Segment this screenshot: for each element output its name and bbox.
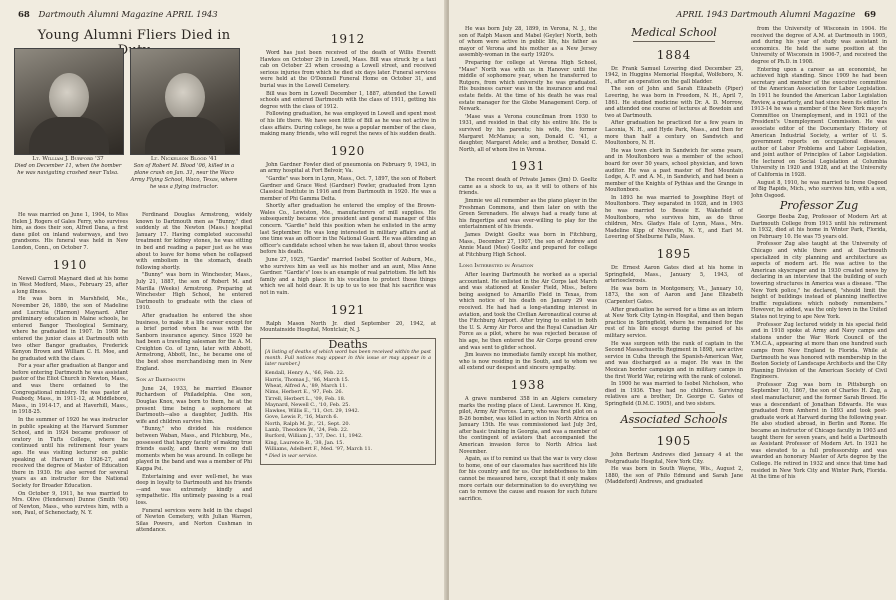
paragraph: He was born in Marshfield, Me., November 26, 1880, the son of Madeline and Lucretia (Harmon) Maynard. After preliminary education in Maine schools, he entered Bangor Theological Seminary, where he graduated in 1907. In 1908 he entered the junior class at Dartmouth with two other Bangor graduates, Frederick Kenyon Brown and William C. H. Moe, and he graduated with the class. (12, 296, 128, 362)
paragraph: For a year after graduation at Bangor and before entering Dartmouth he was assistant pastor of the Eliot Church in Newton, Mass., and was there ordained to the Congregational ministry. He was pastor at Peabody, Mass., in 1911-12, at Middleboro, Mass., in 1914-17, and at Haverhill, Mass., in 1918-25. (12, 363, 128, 416)
paragraph: August 8, 1910, he was married to Irene Osgood of Big Rapids, Mich., who survives him, with a son, John Osgood. (751, 179, 887, 199)
paragraph: "Gardie" was born in Lynn, Mass., Oct. 7, 1897, the son of Robert Gardner and Grace West (Gardner) Fowler, graduated from Lynn Classical Institute in 1916 and from Dartmouth in 1920. He was a member of Phi Gamma Delta. (260, 175, 436, 202)
deaths-list-item: Lamb, Theodore W., '24, Feb. 22. (265, 427, 349, 434)
paragraph: Dr. Ernest Aaron Gates died at his home in Springfield, Mass., January 5, 1943, of arteriosclerosis. (605, 265, 743, 285)
deaths-list-item: Nims, Herbert E., '97, Feb. 26. (265, 389, 344, 396)
paragraph: June 24, 1933, he married Eleanor Richardson of Philadelphia. One son, Douglas Knox, was born to them, he at the present time being a sophomore at Dartmouth—also a daughter, Judith. His wife and children survive him. (136, 385, 252, 425)
year-heading-1912: 1912 (330, 32, 366, 46)
right-page (449, 0, 896, 600)
caption-burford-name: Lt. William J. Burford '37 (32, 156, 104, 162)
left-issue: APRIL 1943 (166, 10, 218, 20)
subhead-aviation: Long Interested in Aviation (459, 263, 534, 270)
deaths-list-item: Gove, Lewis P., '16, March 6. (265, 414, 339, 421)
paragraph: "Bunny," who divided his residence between Waban, Mass., and Fitchburg, Me., possessed that happy faculty of making true friends easily, and there were no dull moments when he was around. In college he played in the band and was a member of Phi Kappa Psi. (136, 426, 252, 472)
paragraph: After leaving Dartmouth he worked as a special accountant. He enlisted in the Air Corps last March and was stationed at Kessler Field, Miss., before being assigned to Amarillo Field in Texas, from which notice of his death on January 29 was received. He had had a long-standing interest in aviation, and took the Civilian Aeronautical course at the Fitchburg Airport. After trying to enlist in both the U. S. Army Air Force and the Royal Canadian Air Force as a pilot, where he was rejected because of his age, he then entered the Air Corps ground crew and was sent to glider school. (459, 272, 597, 351)
subhead-son-at-dartmouth: Son at Dartmouth (136, 377, 185, 384)
paragraph: Bill was born in Lowell December 1, 1887, attended the Lowell schools and entered Dartmouth with the class of 1911, getting his degree with the class of 1912. (260, 90, 436, 110)
paragraph: Professor Zug lectured widely in his special field and in 1918 spoke at Army and Navy camps and stations under the War Work Council of the Y.M.C.A., appearing at more than one hundred such camps from New England to Florida. While at Dartmouth he was honored with membership in the Boston Society of Landscape Architects and the City Planning Division of the American Society of Civil Engineers. (751, 321, 887, 381)
paragraph: June 27, 1925, "Gardie" married Isobel Scotter of Auburn, Me., who survives him as well as his mother and an aunt, Miss Anne Gardner. "Gardie's" loss is an example of real patriotism. He left his family and a high place in his vocation to protect those things which we all hold dear. It is up to us to see that his sacrifice was not in vain. (260, 257, 436, 296)
deaths-list-item: Williams, Adelbert F., Med. '97, March 11. (265, 445, 373, 452)
paragraph: After graduation he practiced for a few years in Laconia, N. H., and Hyde Park, Mass., and then for more than half a century on Sandwich and Moultonboro, N. H. (605, 120, 743, 147)
paragraph: In 1900 he was married to Isobel Nicholson, who died in 1936. They had no children. Surviving relatives are a brother, Dr. George C. Gates of Springfield (D.M.C. 1905), and two sisters. (605, 381, 743, 407)
left-column-1 (12, 212, 128, 597)
left-page (0, 0, 447, 600)
section-head-medical-school: Medical School (631, 26, 717, 39)
year-heading-1910: 1910 (52, 257, 88, 272)
section-head-associated-schools: Associated Schools (620, 412, 728, 426)
deaths-list-item: North, Ralph M. Jr., '21, Sept. 20. (265, 420, 351, 427)
right-column-2 (605, 26, 743, 596)
right-issue: APRIL 1943 (676, 10, 728, 20)
deaths-list-item: Burford, William J., '37, Dec. 11, 1942. (265, 433, 363, 440)
paragraph: He was town clerk in Sandwich for some years, and in Moultonboro was a member of the school board for over 50 years, school physician, and town auditor. He was a past master of Red Mountain Lodge, A. F. and A. M., in Sandwich, and had been a member of the Knights of Pythias and the Grange in Moultonboro. (605, 147, 743, 194)
right-page-number: 69 (864, 10, 876, 20)
deaths-list-item: Tirrell, Herbert L., '09, Feb. 18. (265, 395, 346, 402)
paragraph: On October 9, 1911, he was married to Mrs. Olive (Henderson) Dunne (Smith '06) of Newton, Mass., who survives him, with a son, Paul, of Schenectady, N. Y. (12, 490, 128, 517)
paragraph: He was born July 28, 1899, in Verona, N. J., the son of Ralph Mason and Mabel (Geyler) North, both of whom were active in public life, his father as mayor of Verona and his mother as a New Jersey assembly-woman in the early 1920's. (459, 26, 597, 59)
paragraph: The recent death of Private James (Jim) D. Goeltz came as a shock to us, as it will to others of his friends. (459, 177, 597, 197)
deaths-footnote: * Died in war service. (265, 454, 318, 460)
paragraph: Ralph Mason North Jr. died September 20, 1942, at Mountainside Hospital, Montclair, N. J. (260, 320, 436, 334)
year-heading-1931: 1931 (510, 159, 546, 174)
paragraph: He was married on June 1, 1904, to Miss Helen J. Rogers of Gales Ferry, who survives him, as does their son, Alfred Dana, a first dane pilot on inland waterways, and two grandsons. His funeral was held in New London, Conn., on October 7. (12, 212, 128, 251)
paragraph: He was born in Montgomery, Vt., January 10, 1873, the son of Aaron and Jane Elizabeth (Carpenter) Gates. (605, 285, 743, 305)
right-column-1 (459, 26, 597, 596)
paragraph: Professor Zug was born in Pittsburgh on September 10, 1867, the son of Charles H. Zug, a steel manufacturer, and the former Sarah Breed. He was a descendant of Jonathan Edwards. He was graduated from Amherst in 1893 and took post-graduate work at Harvard during the following year. He also studied abroad, in Berlin and Rome. He became an instructor of Chicago faculty in 1903 and taught there for seven years, and held a Dartmouth as Assistant Professor of Modern Art. In 1921 he was elevated to a full professorship and was awarded an honorary Master of Arts degree by the College. He retired in 1932 and since that time had resided in New York City and Winter Park, Florida. At the time of his (751, 381, 887, 481)
paragraph: In the summer of 1920 he was instructor in public speaking at the Harvard Summer School, and in 1924 became professor of oratory in Tufts College, where he continued until his retirement four years ago. He was visiting lecturer on public speaking at Harvard in 1926-27, and received the degree of Master of Education there in 1930. He also served for several years as an instructor for the National Society for Broader Education. (12, 417, 128, 489)
year-heading-1938: 1938 (510, 377, 546, 392)
paragraph: After graduation he entered the shoe business, to make it a life career except for a brief period when he was with the Sanborn insurance agency. Since 1920 he had been a traveling salesman for the A. M. Creighton Co. of Lynn, later with Abbott, Armstrong, Abbott, Inc., he became one of the best shoe merchandising men in New England. (136, 312, 252, 372)
deaths-list (265, 370, 431, 452)
caption-blood-text: Son of Robert M. Blood '06, killed in a plane crash on Jan. 31, near the Waco Army Flying School, Waco, Texas, where he was a flying instructor. (130, 163, 238, 190)
paragraph: Word has just been received of the death of Willis Everett Hawkes on October 29 in Lowell, Mass. Bill was struck by a taxi cab on October 23 when crossing a Lowell street, and received serious injuries from which he died six days later. Funeral services were held at the O'Donnell Funeral Home on October 31, and burial was in the Lowell Cemetery. (260, 50, 436, 89)
deaths-list-item: Harris, Thomas J., '86, March 15. (265, 376, 350, 383)
paragraph: 'Mase was a Verona councilman from 1930 to 1931, and resided in that city his entire life. He is survived by his parents; his wife, the former Margaret McManus; a son, Donald C. '41, a daughter, Margaret Adele; and a brother, Donald C. North, all of whom live in Verona. (459, 113, 597, 153)
left-column-2 (136, 212, 252, 597)
right-column-3 (751, 26, 887, 596)
paragraph: Entering upon a career as an economist, he achieved high standing. Since 1909 he had been secretary and member of the executive committee of the American Association for Labor Legislation. In 1911 he founded the American Labor Legislation Review, a quarterly, and had since been its editor. In 1913-14 he was a member of the New York mayor's Committee on Unemployment, and in 1921 of the President's Unemployment Commission. He was associate editor of the Documentary History of American Industrial Society, a writer of U. S. government reports on occupational diseases, author of Labor Problems and Labor Legislation, and joint author of Principles of Labor Legislation. He lectured on Social Legislation at Columbia University in 1920 and 1928, and at the University of California in 1928. (751, 66, 887, 179)
caption-burford (12, 156, 124, 177)
caption-burford-text: Died on December 11, when the bomber he was navigating crashed near Tulsa. (14, 163, 122, 176)
paragraph: Following graduation, he was employed in Lowell and spent most of his life there. We have seen little of Bill as he was not active in class affairs. During college, he was a popular member of the class, making many friends, who will regret the news of his sudden death. (260, 111, 436, 138)
paragraph: from the University of Wisconsin in 1904. He received the degree of A.M. at Dartmouth in 1905, and during his year of study was assistant in economics. He held the same position at the University of Wisconsin in 1906-7, and received the degree of Ph.D. in 1908. (751, 26, 887, 65)
paragraph: Ferdinand Douglas Armstrong, widely known to Dartmouth men as "Bunny," died suddenly at the Newton (Mass.) hospital January 17. Having completed successful treatment for kidney stones, he was sitting in bed and reading a paper just as he was about to leave for home when he collapsed with embolism in the stomach, death following shortly. (136, 212, 252, 271)
paragraph: Shortly after graduation he entered the employ of the Brown-Wales Co., Lewiston, Me., manufacturers of mill supplies. He subsequently became vice president and general manager of this concern. "Gardie" held this position when he enlisted in the army last September. He was long interested in military affairs and at one time was an officer in the National Guard. He was attending an officer's candidate school when he was taken ill, about three weeks before his death. (260, 203, 436, 256)
year-heading-1920: 1920 (330, 143, 366, 158)
divider (633, 41, 716, 42)
paragraph: Entertaining and ever well-met, he was deep in loyalty to Dartmouth and his friends—and was extremely kindly and sympathetic. His untimely passing is a real loss. (136, 473, 252, 506)
paragraph: "Bunny" was born in Winchester, Mass., July 21, 1887, the son of Robert M. and Marilla (Weeks) Armstrong. Preparing at Winchester High School, he entered Dartmouth to graduate with the class of 1910. (136, 272, 252, 312)
right-running-head (676, 10, 882, 20)
photo-burford (14, 48, 124, 155)
right-running-title: Dartmouth Alumni Magazine (730, 10, 856, 20)
paragraph: After graduation he served for a time as an intern at New York City Lying-in Hospital, and then began practice in Springfield, where he remained for the rest of his life except during the period of his military service. (605, 306, 743, 339)
deaths-list-item: Maynard, Newell C., '10, Feb. 25. (265, 401, 351, 408)
deaths-list-item: King, Laurence B., '38, Jan. 15. (265, 439, 345, 446)
deaths-list-item: Wheat, Alfred A., '89, March 11. (265, 382, 348, 389)
deaths-box (260, 338, 436, 465)
paragraph: James Dwight Goeltz was born in Fitchburg, Mass., December 27, 1907, the son of Andrew and Annie Maud (Mee) Goeltz and prepared for college at Fitchburg High School. (459, 232, 597, 258)
paragraph: In 1893 he was married to Josephine Hoyt of Moultonboro. They separated in 1928, and in 1903 he was married to Bessie E. Wakefield of Moultonboro, who survives him, as do three children, Mrs. Gladys Hale of Lynn, Mass., Mrs. Madeline Kipp of Niverville, N. Y., and Earl M. Lovering of Shelburne Falls, Mass. (605, 194, 743, 241)
left-page-number: 68 (18, 10, 30, 20)
year-heading-1884: 1884 (656, 47, 692, 62)
caption-blood-name: Lt. Nickelson Blood '41 (150, 156, 218, 162)
paragraph: He was surgeon with the rank of captain in the Second Massachusetts Regiment in 1898, saw active service in Cuba through the Spanish-American War, and was discharged as a major. He was in the Mexican border campaign and in military camps in the first World War, retiring with the rank of colonel. (605, 340, 743, 380)
paragraph: Preparing for college at Verona High School, "Mase" North was with us in Hanover until the middle of sophomore year, when he transferred to Rutgers, from which university he was graduated. His business career was in the insurance and real estate fields. At the time of his death he was real estate manager for the Globe Management Corp. of Newark. (459, 59, 597, 113)
paragraph: Jim leaves no immediate family except his mother, who is now residing in the South, and to whom we all extend our deepest and sincere sympathy. (459, 352, 597, 372)
paragraph: Dr. Frank Samuel Lovering died December 25, 1942, in Huggins Memorial Hospital, Wolfeboro, N. H., after an operation on the gall bladder. (605, 65, 743, 85)
deaths-note: [A listing of deaths of which word has been received within the past month. Full notices may appear in this issue or may appear in a later number.] (265, 350, 431, 368)
divider (633, 427, 716, 428)
caption-blood (128, 156, 240, 191)
paragraph: The son of John and Sarah Elizabeth (Piper) Lovering, he was born in Freedom, N. H., April 7, 1861. He studied medicine with Dr. A. D. Morrow, and attended one course of lectures at Bowdoin and two at Dartmouth. (605, 86, 743, 119)
year-heading-1895: 1895 (656, 247, 692, 262)
year-heading-1921: 1921 (330, 302, 366, 317)
paragraph: George Beeba Zug, Professor of Modern Art at Dartmouth College from 1913 until his retirement in 1932, died at his home in Winter Park, Florida, on February 10. He was 75 years old. (751, 214, 887, 240)
paragraph: Newell Carroll Maynard died at his home in West Medford, Mass., February 25, after a long illness. (12, 275, 128, 295)
paragraph: Again, as if to remind us that the war is very close to home, one of our classmates has sacrificed his life for his country and for us. Our indebtedness to him cannot be measured here, except that it only makes more certain our determination to do everything we can to remove the cause and reason for such future sacrifice. (459, 456, 597, 502)
year-heading-1905: 1905 (656, 434, 692, 449)
left-running-head (12, 10, 218, 20)
paragraph: Jimmie we all remember as the piano player in the Freshman Commons, and then later on with the Green Serenaders. He always had a ready tune at his fingertips and was ever-willing to play for the entertainment of his friends. (459, 198, 597, 231)
deaths-list-item: Hawkes, Willis E., '11, Oct. 29, 1942. (265, 408, 360, 415)
paragraph: John Bertram Andrews died January 4 at the Postgraduate Hospital, New York City. (605, 452, 743, 465)
deaths-list-item: Kendall, Henry A., '66, Feb. 22. (265, 370, 345, 377)
paragraph: John Gardner Fowler died of pneumonia on February 9, 1943, in an army hospital at Fort Belvoir, Va. (260, 161, 436, 175)
photo-blood (130, 48, 240, 155)
headline: Young Alumni Fliers Died in (37, 28, 231, 43)
left-column-3 (260, 26, 436, 596)
paragraph: He was born in South Wayne, Wis., August 2, 1880, the son of Philo Edmund and Sarah Jane (Maddeford) Andrews, and graduated (605, 466, 743, 486)
paragraph: Professor Zug also taught at the University of Chicago and while there and at Dartmouth specialized in city planning and architecture as aspects of modern art. He was active to the American skyscraper and in 1930 created news by declaring in an interview that the building of such towering structures in America was a disease. "The New York police," he declared, "should limit the height of buildings instead of planning ineffective traffic regulations which nobody remembers." However, he added, was the only town in the United States not trying to ape New York. (751, 241, 887, 320)
paragraph: A grave numbered 358 in an Algiers cemetery marks the resting place of Lieut. Lawrence H. King, pilot, Army Air Forces. Larry, who was first pilot on a B-26 bomber, was killed in action in North Africa on January 15th. He was commissioned last July 3rd, after basic training in Georgia, and was a member of the contingent of aviators that accompanied the American invasion force to North Africa last November. (459, 395, 597, 455)
section-head-professor-zug: Professor Zug (779, 199, 859, 213)
paragraph: Funeral services were held in the chapel of Newton Cemetery, with Julian Warren, Silas Powers, and Norton Cushman in attendance. (136, 507, 252, 534)
left-running-title: Dartmouth Alumni Magazine (38, 10, 164, 20)
deaths-title: Deaths (328, 337, 368, 351)
